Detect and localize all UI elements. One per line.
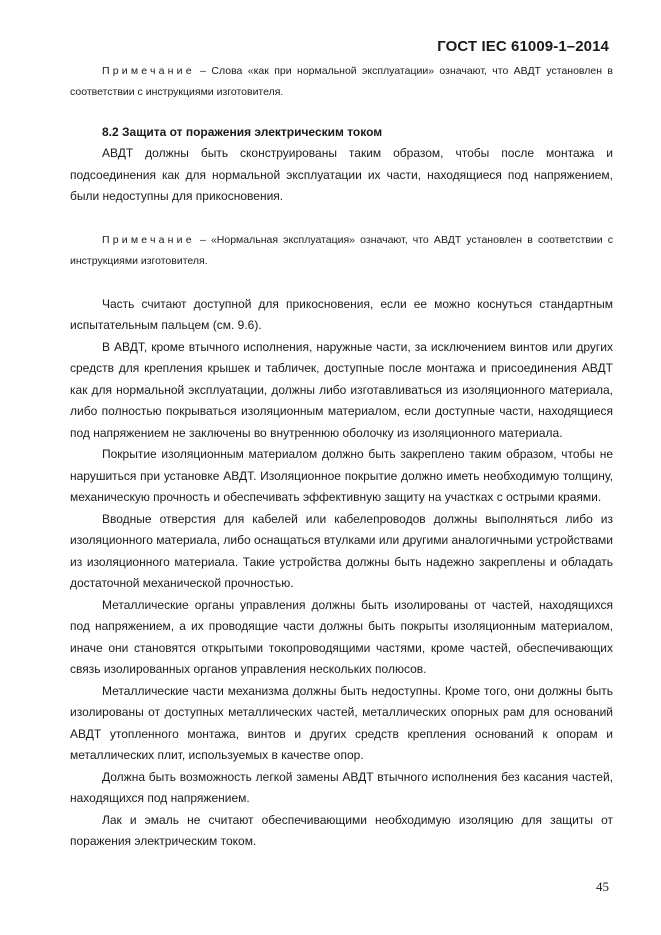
paragraph: Должна быть возможность легкой замены АВДТ втычного исполнения без касания частей, находящихся под напряжением. (70, 769, 613, 805)
note-2 (70, 230, 613, 272)
note-1-lead: Примечание (102, 65, 195, 77)
paragraph: В АВДТ, кроме втычного исполнения, наружные части, за исключением винтов или других средств для крепления крышек и табличек, доступные после монтажа и присоединения АВДТ как для нормальной эксплуатации, должны либо изготавливаться из изоляционного материала, либо полностью покрываться изоляционным материалом, если доступные части, находящиеся под напряжением не заключены во внутреннюю оболочку из изоляционного материала. (70, 339, 613, 440)
paragraph: Покрытие изоляционным материалом должно быть закреплено таким образом, чтобы не нарушиться при установке АВДТ. Изоляционное покрытие должно иметь необходимую толщину, механическую прочность и обеспечивать эффективную защиту на участках с острыми краями. (70, 447, 613, 504)
section-title: 8.2 Защита от поражения электрическим током (102, 125, 383, 139)
page-content (70, 61, 613, 853)
paragraph: Часть считают доступной для прикосновения, если ее можно коснуться стандартным испытательным пальцем (см. 9.6). (70, 296, 613, 332)
paragraph: Вводные отверстия для кабелей или кабелепроводов должны выполняться либо из изоляционного материала, либо оснащаться втулками или другими аналогичными устройствами из изоляционного материала. Такие устройства должны быть надежно закреплены и обладать достаточной механической прочностью. (70, 511, 613, 590)
paragraph: Металлические органы управления должны быть изолированы от частей, находящихся под напряжением, а их проводящие части должны быть покрыты изоляционным материалом, иначе они становятся открытыми токопроводящими частями, кроме частей, обеспечивающих связь изолированных органов управления нескольких полюсов. (70, 597, 613, 676)
spacer (70, 272, 613, 294)
note-2-lead: Примечание (102, 233, 195, 246)
page-number: 45 (596, 879, 609, 894)
document-header: ГОСТ IEC 61009-1–2014 (437, 38, 609, 55)
spacer (70, 103, 613, 122)
paragraph: Металлические части механизма должны быть недоступны. Кроме того, они должны быть изолированы от доступных металлических частей, металлических опорных рам для оснований АВДТ утопленного монтажа, винтов и других средств крепления оснований к опорам и металлических плит, используемых в качестве опор. (70, 683, 613, 762)
note-1-text: – Слова «как при нормальной эксплуатации» означают, что АВДТ установлен в соответствии с инструкциями изготовителя. (70, 65, 613, 98)
section-paragraph-1: АВДТ должны быть сконструированы таким образом, чтобы после монтажа и подсоединения как для нормальной эксплуатации их части, находящиеся под напряжением, были недоступны для прикосновения. (70, 146, 613, 203)
note-1 (70, 61, 613, 103)
spacer (70, 208, 613, 230)
paragraph: Лак и эмаль не считают обеспечивающими необходимую изоляцию для защиты от поражения электрическим током. (70, 812, 613, 848)
note-2-text: – «Нормальная эксплуатация» означают, что АВДТ установлен в соответствии с инструкциями изготовителя. (70, 233, 613, 267)
